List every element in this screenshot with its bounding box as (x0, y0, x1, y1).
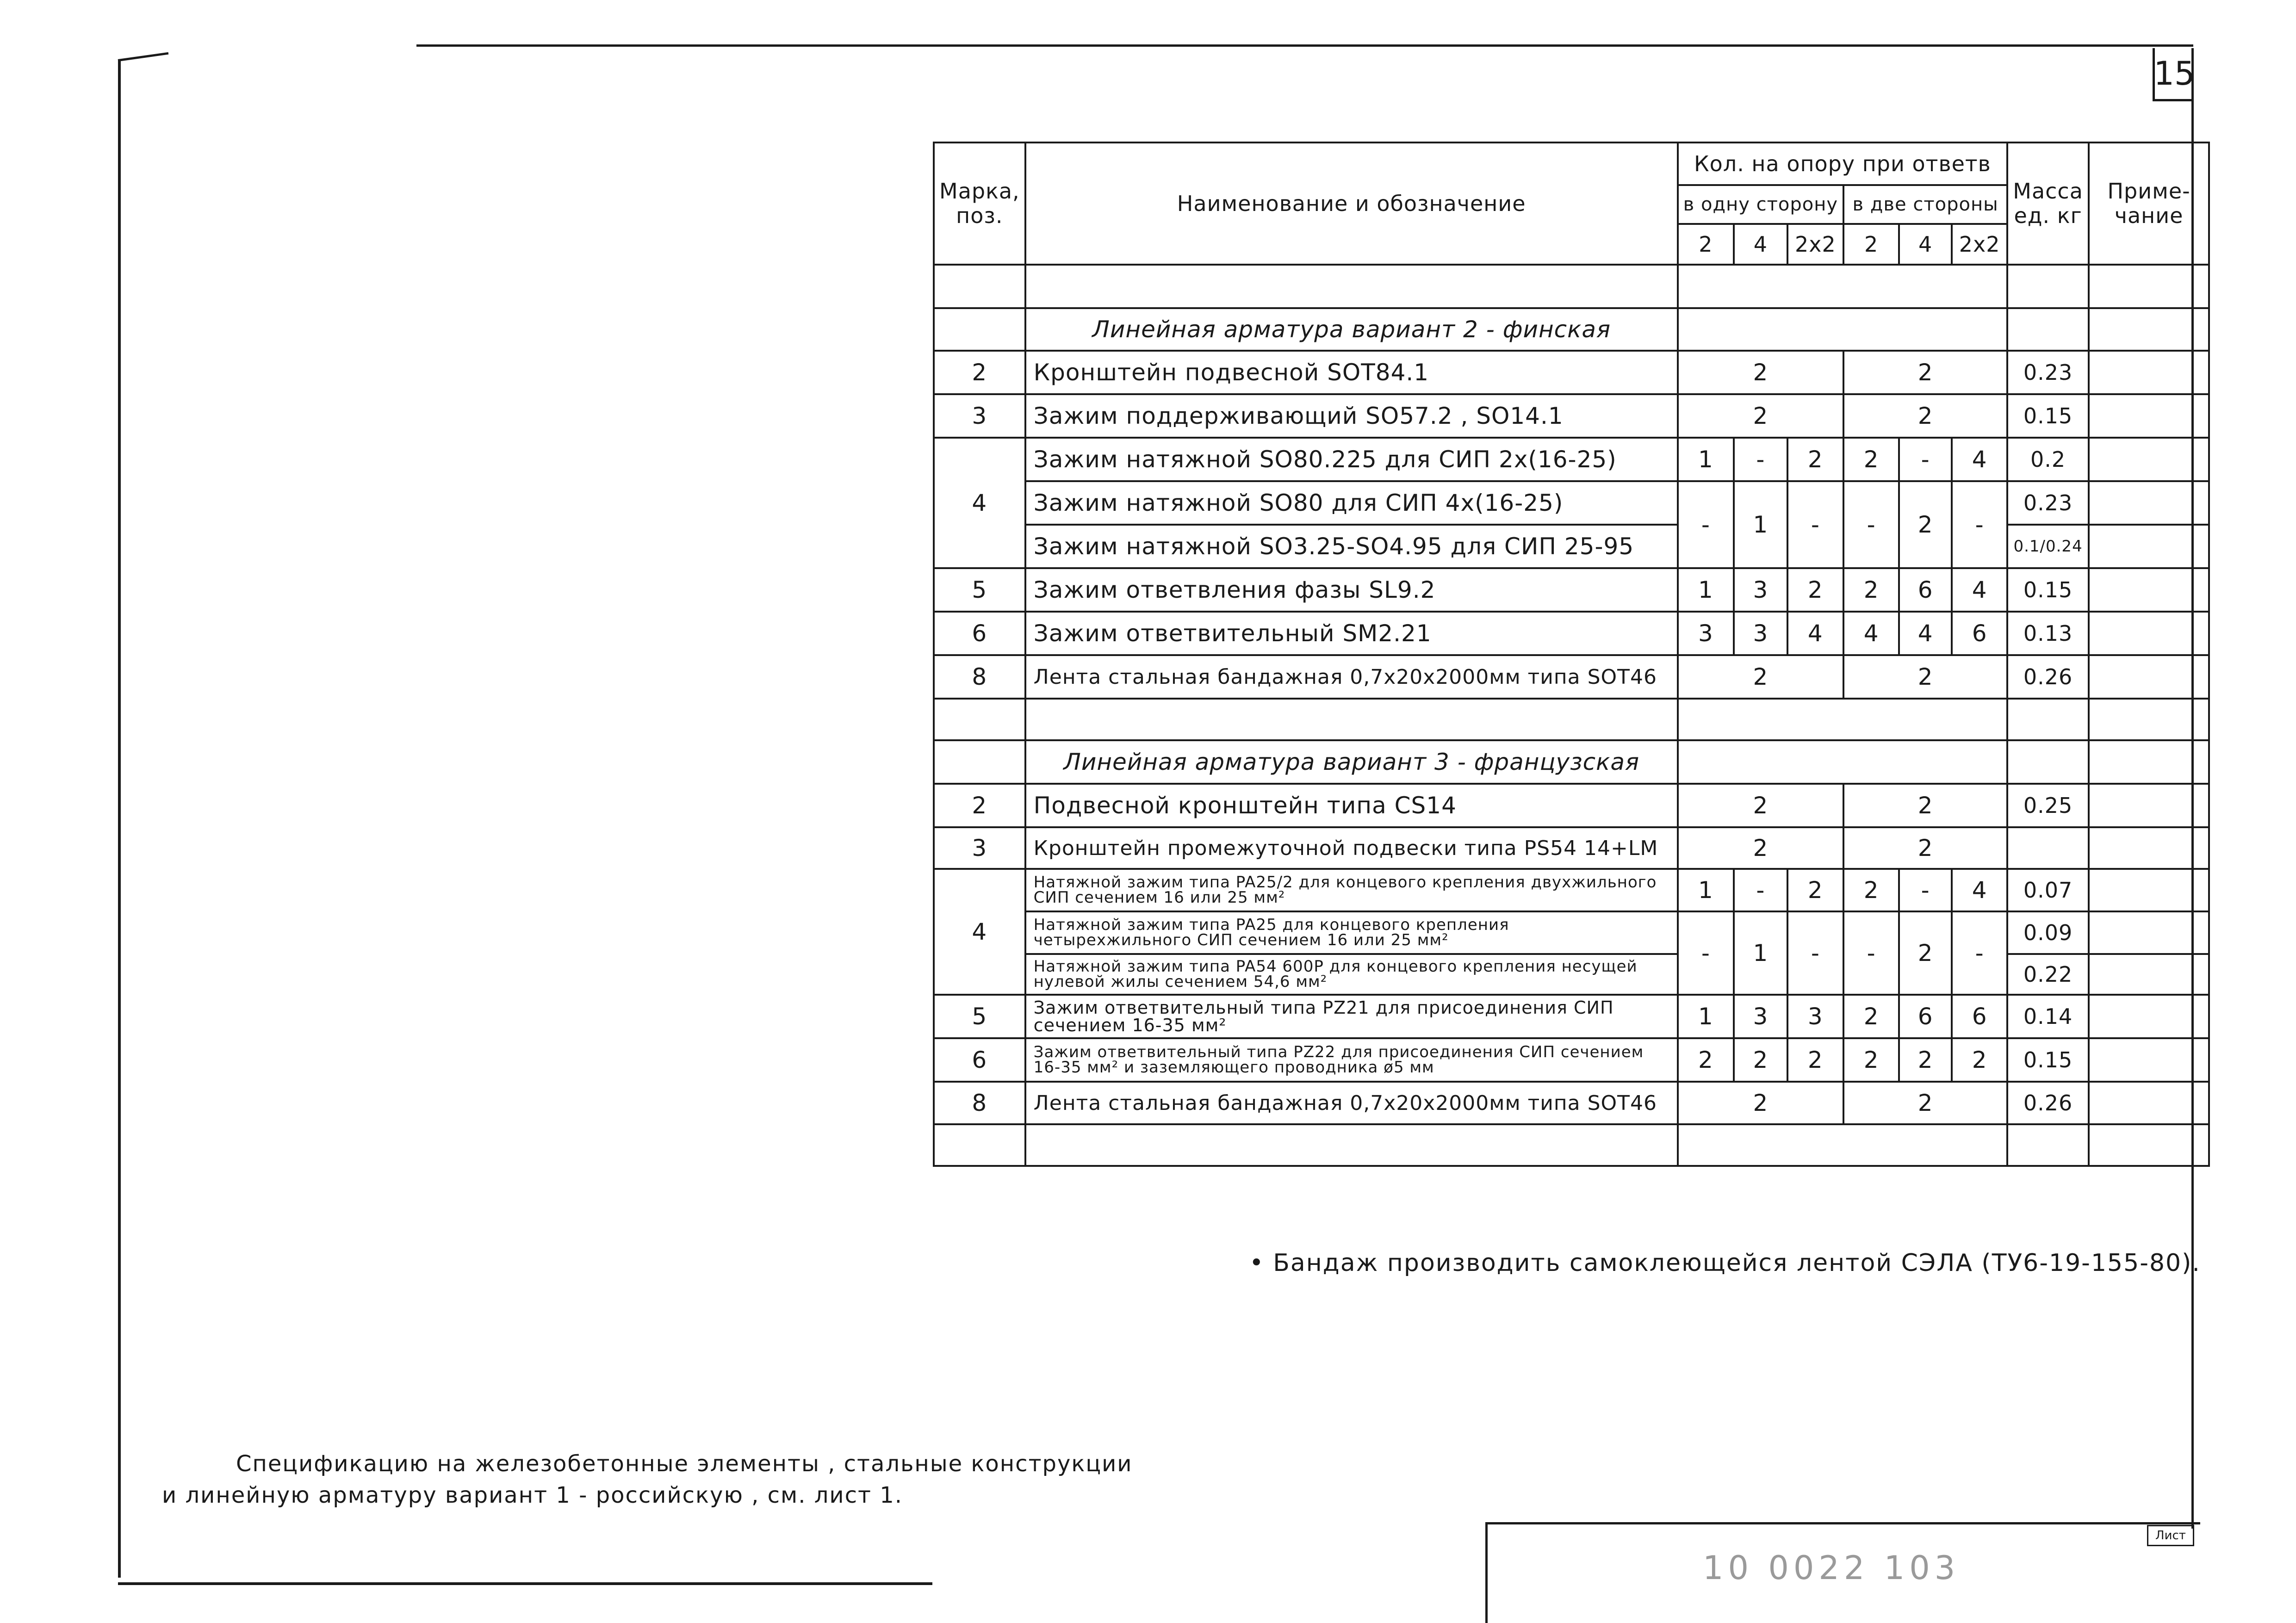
cell-qty: 2 (1899, 1038, 1952, 1082)
cell-name: Зажим ответвительный SM2.21 (1025, 612, 1678, 655)
cell-qty: 6 (1952, 995, 2007, 1038)
cell-pos: 2 (934, 351, 1025, 394)
cell-qty-two: 2 (1843, 827, 2007, 869)
header-sub-col: 2 (1843, 224, 1899, 265)
cell-mass: 0.15 (2007, 568, 2089, 612)
table-row (934, 438, 2209, 481)
cell-qty: 2 (1787, 568, 1844, 612)
cell-mass: 0.2 (2007, 438, 2089, 481)
cell-qty-one: 2 (1678, 351, 1843, 394)
table-row (934, 481, 2209, 525)
header-sub-col: 2 (1678, 224, 1734, 265)
cell-qty: 2 (1843, 438, 1899, 481)
table-row (934, 911, 2209, 954)
cell-qty: 6 (1899, 995, 1952, 1038)
cell-qty: - (1734, 438, 1787, 481)
table-row (934, 351, 2209, 394)
cell-mass: 0.15 (2007, 394, 2089, 438)
cell-qty-two: 2 (1843, 1082, 2007, 1124)
cell-mass: 0.13 (2007, 612, 2089, 655)
cell-name: Лента стальная бандажная 0,7x20x2000мм типа SOT46 (1025, 1082, 1678, 1124)
cell-qty: 3 (1678, 612, 1734, 655)
cell-qty: 4 (1843, 612, 1899, 655)
table-row (934, 784, 2209, 827)
table-row (934, 568, 2209, 612)
cell-qty: 2 (1787, 869, 1844, 911)
cell-qty: 2 (1734, 1038, 1787, 1082)
cell-qty: 2 (1899, 481, 1952, 568)
sheet-label: Лист (2147, 1525, 2194, 1546)
cell-name: Зажим ответвления фазы SL9.2 (1025, 568, 1678, 612)
reference-note (162, 1448, 1132, 1511)
cell-mass: 0.1/0.24 (2007, 525, 2089, 568)
cell-mass: 0.23 (2007, 351, 2089, 394)
cell-qty: - (1678, 911, 1734, 995)
header-sub-col: 2x2 (1952, 224, 2007, 265)
frame-bottom-line (118, 1582, 932, 1585)
reference-note-line: и линейную арматуру вариант 1 - российскую , см. лист 1. (162, 1482, 903, 1508)
cell-qty: 4 (1787, 612, 1844, 655)
specification-table (933, 142, 2210, 1167)
section-title: Линейная арматура вариант 3 - французская (1025, 740, 1678, 784)
cell-name: Зажим ответвительный типа PZ22 для присоединения СИП сечением 16-35 мм² и заземляющего проводника ø5 мм (1025, 1038, 1678, 1082)
table-row (934, 655, 2209, 699)
cell-qty-one: 2 (1678, 655, 1843, 699)
cell-name: Подвесной кронштейн типа CS14 (1025, 784, 1678, 827)
cell-name: Зажим ответвительный типа PZ21 для присоединения СИП сечением 16-35 мм² (1025, 995, 1678, 1038)
header-two-sides: в две стороны (1843, 185, 2007, 224)
cell-qty: 2 (1787, 438, 1844, 481)
header-sub-col: 4 (1899, 224, 1952, 265)
table-row (934, 612, 2209, 655)
cell-pos: 3 (934, 827, 1025, 869)
table-row (934, 1082, 2209, 1124)
cell-mass: 0.14 (2007, 995, 2089, 1038)
cell-pos: 3 (934, 394, 1025, 438)
footnote: • Бандаж производить самоклеющейся лентой СЭЛА (ТУ6-19-155-80). (1249, 1249, 2201, 1277)
cell-qty: 2 (1843, 995, 1899, 1038)
cell-qty-two: 2 (1843, 394, 2007, 438)
cell-qty: 2 (1952, 1038, 2007, 1082)
cell-pos: 6 (934, 1038, 1025, 1082)
cell-pos: 4 (934, 869, 1025, 995)
cell-pos: 5 (934, 995, 1025, 1038)
header-qty-group: Кол. на опору при ответв (1678, 142, 2007, 185)
cell-name: Натяжной зажим типа PA25 для концевого крепления четырехжильного СИП сечением 16 или 25 мм² (1025, 911, 1678, 954)
cell-qty: 2 (1899, 911, 1952, 995)
cell-name: Зажим натяжной SO80.225 для СИП 2x(16-25) (1025, 438, 1678, 481)
cell-qty: - (1843, 481, 1899, 568)
cell-name: Зажим поддерживающий SO57.2 , SO14.1 (1025, 394, 1678, 438)
cell-mass: 0.23 (2007, 481, 2089, 525)
cell-qty: - (1952, 911, 2007, 995)
cell-name: Лента стальная бандажная 0,7x20x2000мм типа SOT46 (1025, 655, 1678, 699)
blank-row (934, 265, 2209, 308)
cell-qty: 2 (1787, 1038, 1844, 1082)
table-row (934, 827, 2209, 869)
cell-qty: 6 (1899, 568, 1952, 612)
frame-left-line (118, 60, 121, 1578)
cell-pos: 4 (934, 438, 1025, 568)
cell-qty-two: 2 (1843, 655, 2007, 699)
cell-qty: 6 (1952, 612, 2007, 655)
cell-qty: 2 (1843, 869, 1899, 911)
cell-mass: 0.22 (2007, 954, 2089, 995)
table-row (934, 995, 2209, 1038)
cell-qty: 1 (1678, 995, 1734, 1038)
cell-name: Кронштейн подвесной SOT84.1 (1025, 351, 1678, 394)
cell-qty-one: 2 (1678, 1082, 1843, 1124)
cell-qty: - (1734, 869, 1787, 911)
section-title-row (934, 308, 2209, 351)
cell-qty: 1 (1678, 438, 1734, 481)
cell-mass (2007, 827, 2089, 869)
cell-qty: 4 (1899, 612, 1952, 655)
cell-qty: 3 (1734, 568, 1787, 612)
header-sub-col: 4 (1734, 224, 1787, 265)
cell-qty: 1 (1734, 481, 1787, 568)
cell-qty: - (1899, 438, 1952, 481)
frame-top-line (416, 44, 2193, 47)
table-row (934, 954, 2209, 995)
cell-qty: 3 (1787, 995, 1844, 1038)
cell-qty: 2 (1843, 568, 1899, 612)
cell-qty: 3 (1734, 612, 1787, 655)
cell-name: Натяжной зажим типа PA25/2 для концевого крепления двухжильного СИП сечением 16 или 25 мм² (1025, 869, 1678, 911)
blank-row (934, 699, 2209, 740)
cell-mass: 0.26 (2007, 655, 2089, 699)
table-row (934, 525, 2209, 568)
cell-pos: 2 (934, 784, 1025, 827)
header-mark: Марка, поз. (934, 142, 1025, 265)
cell-qty: - (1678, 481, 1734, 568)
header-sub-col: 2x2 (1787, 224, 1844, 265)
cell-qty: 2 (1843, 1038, 1899, 1082)
header-one-side: в одну сторону (1678, 185, 1843, 224)
table-row (934, 394, 2209, 438)
cell-qty-two: 2 (1843, 351, 2007, 394)
cell-mass: 0.26 (2007, 1082, 2089, 1124)
cell-pos: 6 (934, 612, 1025, 655)
cell-qty: - (1843, 911, 1899, 995)
cell-mass: 0.07 (2007, 869, 2089, 911)
cell-qty: 1 (1678, 869, 1734, 911)
cell-name: Кронштейн промежуточной подвески типа PS54 14+LM (1025, 827, 1678, 869)
cell-qty: - (1899, 869, 1952, 911)
cell-qty: 4 (1952, 869, 2007, 911)
header-name: Наименование и обозначение (1025, 142, 1678, 265)
cell-qty: 4 (1952, 568, 2007, 612)
cell-name: Натяжной зажим типа PA54 600P для концевого крепления несущей нулевой жилы сечением 54,6 мм² (1025, 954, 1678, 995)
cell-qty-one: 2 (1678, 784, 1843, 827)
cell-qty-one: 2 (1678, 827, 1843, 869)
cell-pos: 8 (934, 1082, 1025, 1124)
sheet-number: 15 (2153, 48, 2194, 101)
cell-name: Зажим натяжной SO3.25-SO4.95 для СИП 25-95 (1025, 525, 1678, 568)
blank-row (934, 1124, 2209, 1166)
table-row (934, 869, 2209, 911)
cell-mass: 0.15 (2007, 1038, 2089, 1082)
header-note: Приме- чание (2089, 142, 2209, 265)
cell-qty: - (1952, 481, 2007, 568)
cell-qty: 2 (1678, 1038, 1734, 1082)
document-code: 10 0022 103 (1703, 1549, 1960, 1587)
cell-qty: 1 (1678, 568, 1734, 612)
cell-qty-one: 2 (1678, 394, 1843, 438)
header-mass: Масса ед. кг (2007, 142, 2089, 265)
cell-qty: 3 (1734, 995, 1787, 1038)
cell-qty-two: 2 (1843, 784, 2007, 827)
cell-qty: 4 (1952, 438, 2007, 481)
cell-name: Зажим натяжной SO80 для СИП 4x(16-25) (1025, 481, 1678, 525)
cell-pos: 8 (934, 655, 1025, 699)
cell-qty: 1 (1734, 911, 1787, 995)
section-title: Линейная арматура вариант 2 - финская (1025, 308, 1678, 351)
cell-pos: 5 (934, 568, 1025, 612)
section-title-row (934, 740, 2209, 784)
table-row (934, 1038, 2209, 1082)
frame-left-tick (118, 52, 169, 62)
cell-qty: - (1787, 481, 1844, 568)
reference-note-line: Спецификацию на железобетонные элементы , стальные конструкции (236, 1451, 1133, 1477)
cell-mass: 0.09 (2007, 911, 2089, 954)
cell-qty: - (1787, 911, 1844, 995)
cell-mass: 0.25 (2007, 784, 2089, 827)
